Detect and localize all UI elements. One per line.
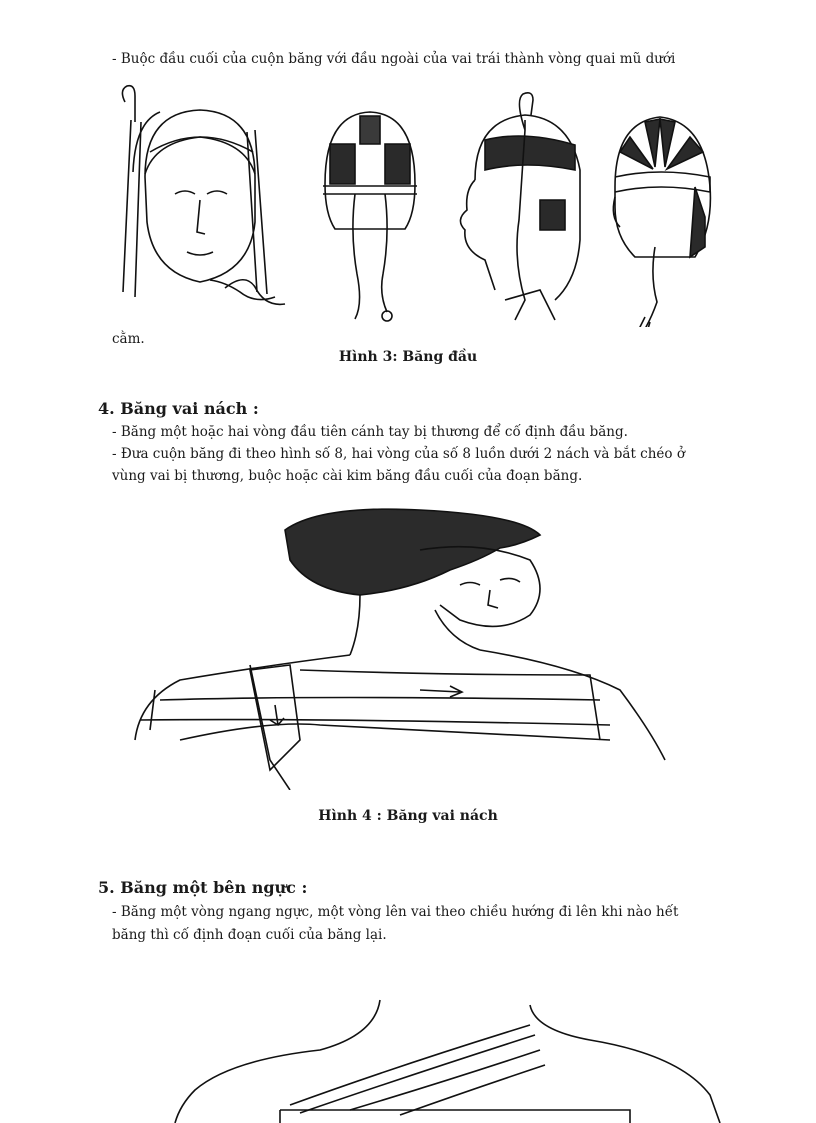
section4-bullet2-line2: vùng vai bị thương, buộc hoặc cài kim băng đầu cuối của đoạn băng. [112, 468, 583, 484]
head-radial-illustration [613, 117, 710, 327]
section5-bullet1-line1: - Băng một vòng ngang ngực, một vòng lên vai theo chiều hướng đi lên khi nào hết [112, 904, 679, 920]
instruction-line: - Buộc đầu cuối của cuộn băng với đầu ngoài của vai trái thành vòng quai mũ dưới [112, 51, 676, 67]
figure3-illustration [105, 82, 725, 327]
section4-bullet2-line1: - Đưa cuộn băng đi theo hình số 8, hai vòng của số 8 luồn dưới 2 nách và bắt chéo ở [112, 446, 685, 462]
head-back-illustration [323, 112, 417, 321]
figure5-illustration [150, 995, 750, 1123]
section5-bullet1-line2: băng thì cố định đoạn cuối của băng lại. [112, 927, 387, 943]
figure3-caption: Hình 3: Băng đầu [338, 349, 478, 365]
head-front-illustration [122, 86, 285, 305]
instruction-line-continued: cằm. [112, 331, 145, 347]
section4-title: 4. Băng vai nách : [98, 399, 259, 418]
head-profile-illustration [460, 93, 580, 320]
figure4-illustration [120, 500, 680, 790]
figure4-caption: Hình 4 : Băng vai nách [318, 808, 498, 824]
section5-title: 5. Băng một bên ngực : [98, 878, 308, 897]
section4-bullet1: - Băng một hoặc hai vòng đầu tiên cánh tay bị thương để cố định đầu băng. [112, 424, 628, 440]
